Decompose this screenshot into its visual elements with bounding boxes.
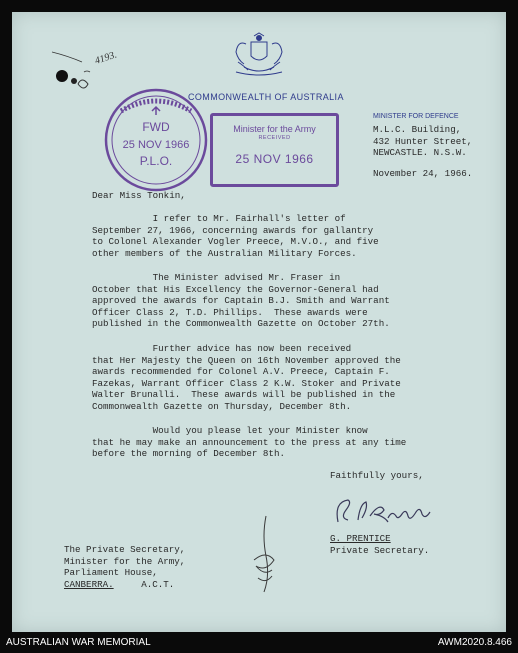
round-stamp-line3: P.L.O. — [139, 154, 173, 168]
letterhead-title: COMMONWEALTH OF AUSTRALIA — [188, 92, 344, 102]
body-paragraph: I refer to Mr. Fairhall's letter of September 27, 1966, concerning awards for gallantry to Colonel Alexander Vogler Preece, M.V.O., and five other members of the Australian Military Forces. — [92, 213, 379, 259]
round-stamp-line1: FWD — [142, 120, 170, 134]
addressee-line: Minister for the Army, — [64, 555, 186, 567]
minister-army-received-stamp — [210, 113, 339, 187]
rect-stamp-title: Minister for the Army — [233, 124, 316, 134]
addressee-city-line — [64, 579, 185, 591]
addressee-state: A.C.T. — [141, 578, 175, 590]
handwritten-signature — [330, 492, 450, 536]
addressee-city: CANBERRA. — [64, 578, 114, 590]
footer-institution: AUSTRALIAN WAR MEMORIAL — [6, 637, 151, 648]
archive-footer — [0, 634, 518, 653]
body-paragraph: Would you please let your Minister know that he may make an announcement to the press at any time before the morning of December 8th. — [92, 425, 407, 460]
address-line: M.L.C. Building, — [373, 124, 462, 135]
signatory-name: G. PRENTICE — [330, 533, 391, 544]
addressee-line: The Private Secretary, — [64, 544, 186, 555]
sender-address — [373, 124, 472, 159]
address-line: 432 Hunter Street, — [373, 135, 473, 147]
footer-accession-number: AWM2020.8.466 — [437, 637, 512, 648]
closing: Faithfully yours, — [330, 470, 424, 481]
handnote-number: 4193. — [93, 49, 119, 67]
body-paragraph: Further advice has now been received that Her Majesty the Queen on 16th November approved the awards recommended for Colonel A.V. Preece, Captain F. Fazekas, Warrant Officer Class 2 K.W. Stoker and Private Walter Brunalli. These awards will be published in the Commonwealth Gazette on Thursday, December 8th. — [92, 343, 401, 412]
address-line: NEWCASTLE. N.S.W. — [373, 147, 467, 158]
addressee-line: Parliament House, — [64, 567, 158, 579]
sender-title: MINISTER FOR DEFENCE — [373, 113, 459, 120]
australian-coat-of-arms-icon — [226, 32, 292, 78]
letter-page — [12, 12, 506, 632]
letter-date: November 24, 1966. — [373, 168, 473, 179]
body-paragraph: The Minister advised Mr. Fraser in October that His Excellency the Governor-General had approved the awards for Captain B.J. Smith and Warrant Officer Class 2, T.D. Phillips. These awards were published in the Commonwealth Gazette on October 27th. — [92, 272, 390, 330]
rect-stamp-received: RECEIVED — [258, 135, 291, 141]
salutation: Dear Miss Tonkin, — [92, 190, 186, 201]
received-round-stamp — [101, 85, 211, 195]
handwritten-initials-mark — [244, 512, 284, 602]
rect-stamp-date: 25 NOV 1966 — [235, 152, 314, 166]
addressee-block — [64, 544, 185, 590]
signatory-title: Private Secretary. — [330, 544, 430, 556]
round-stamp-date: 25 NOV 1966 — [122, 139, 190, 151]
signatory — [330, 533, 429, 556]
